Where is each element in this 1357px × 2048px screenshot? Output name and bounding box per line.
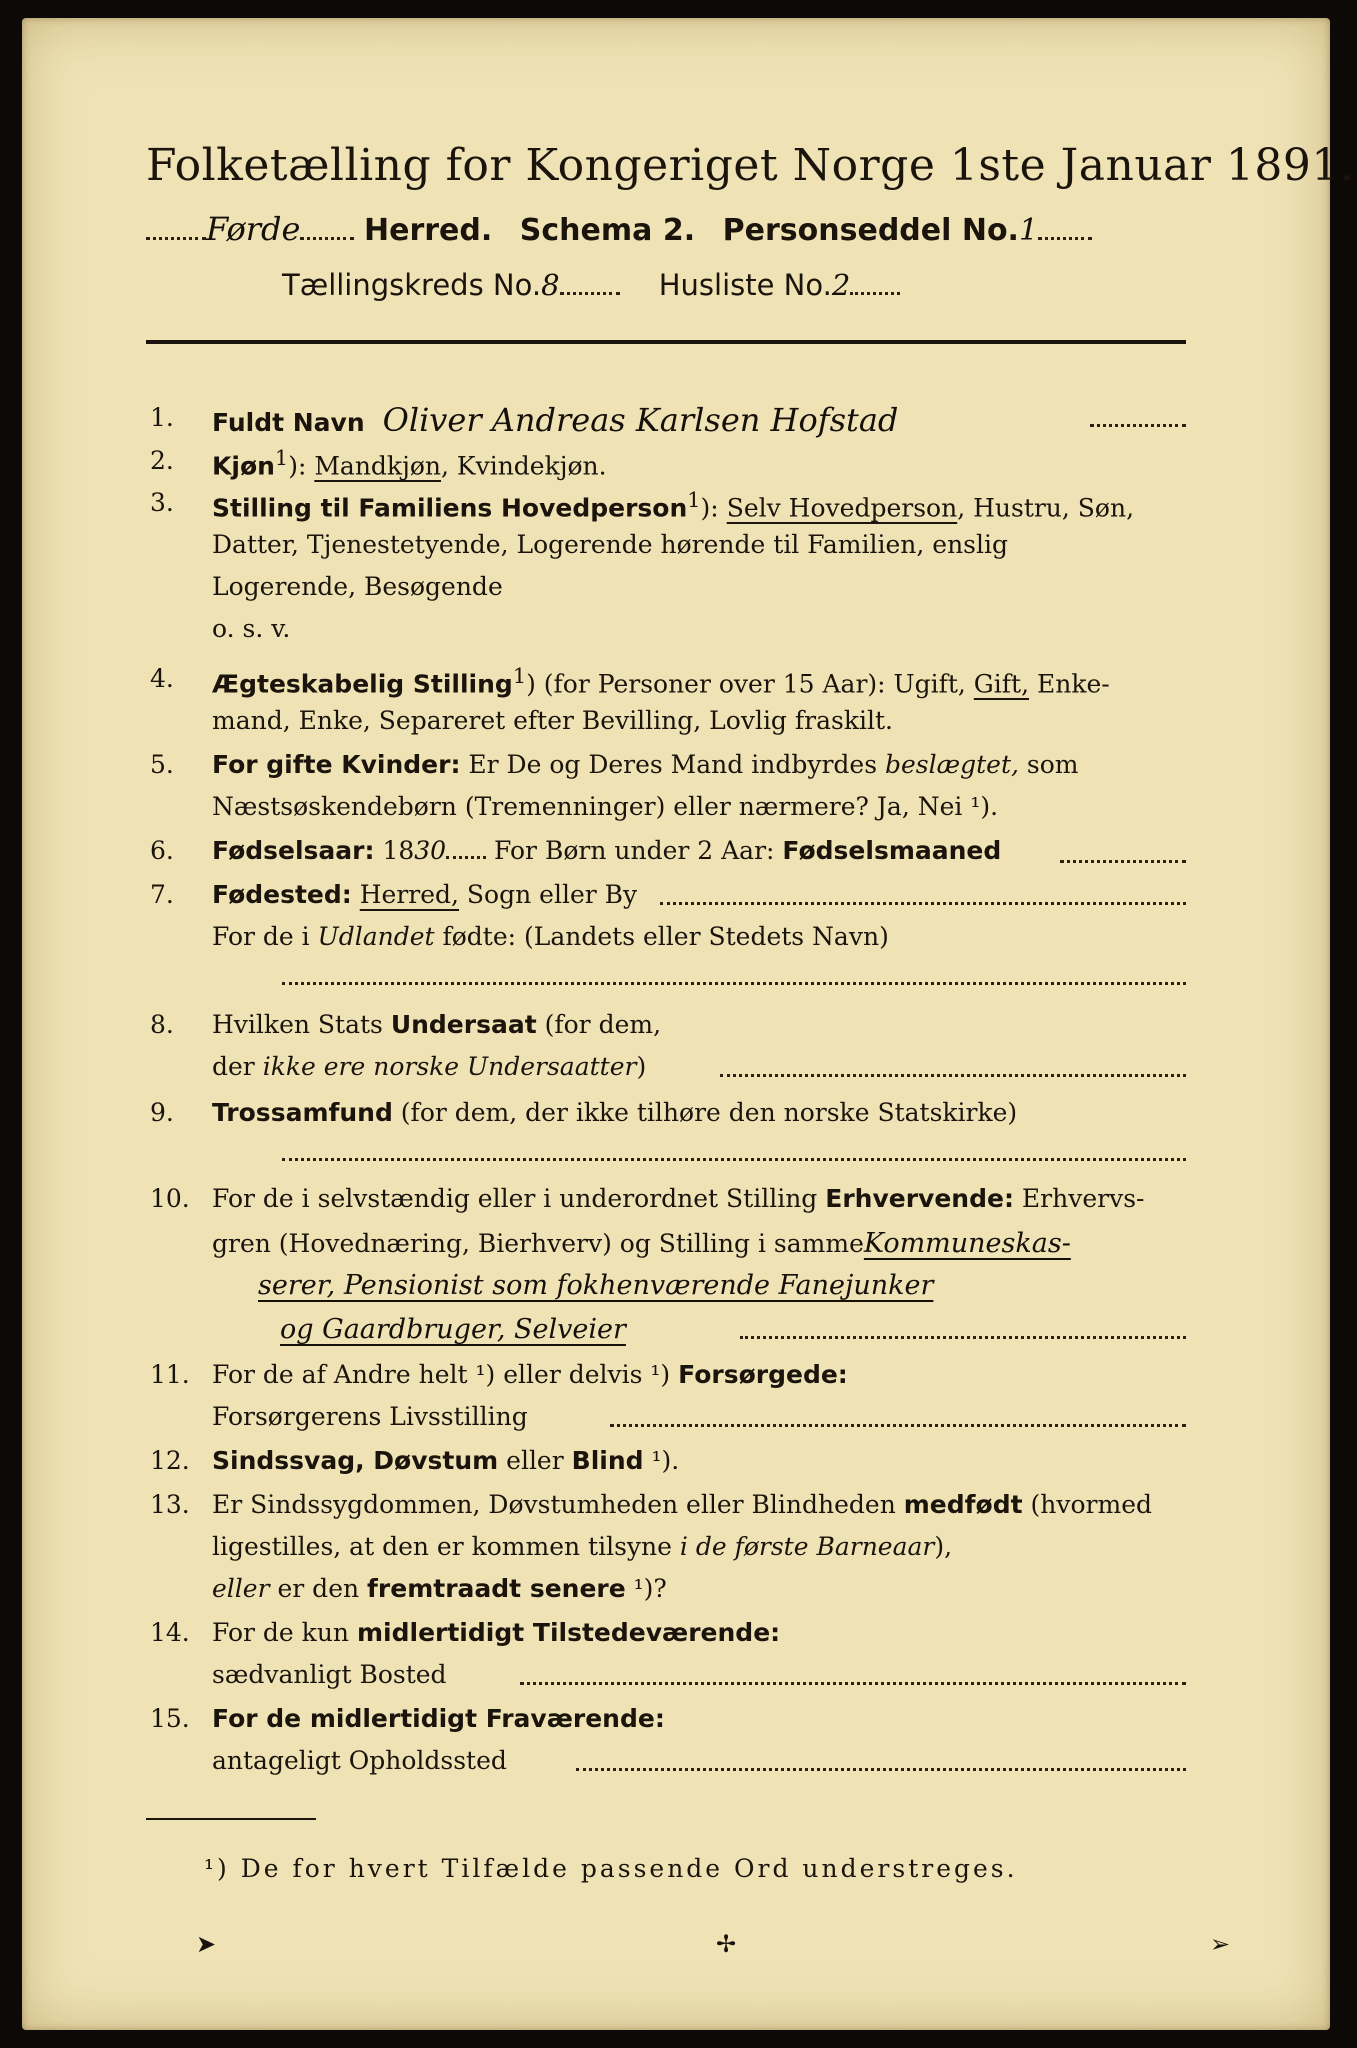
q12-end: ¹). — [643, 1446, 680, 1475]
q7-foreign-emphasis: Udlandet — [317, 922, 435, 951]
q10-line-2 — [212, 1228, 1071, 1259]
q6-year-value[interactable]: 30 — [414, 836, 447, 865]
q4-number: 4. — [150, 664, 174, 693]
header-divider — [146, 340, 1186, 344]
q5-number: 5. — [150, 750, 174, 779]
q3-line-3[interactable]: Logerende, Besøgende — [212, 572, 503, 601]
q8-text-pre: Hvilken Stats — [212, 1010, 391, 1039]
q9-field[interactable] — [282, 1158, 1186, 1161]
q6-line — [212, 836, 1001, 865]
q8-line-1 — [212, 1010, 661, 1039]
ink-mark-icon: ➤ — [196, 1930, 217, 1958]
q6-birth-month-label: Fødselsmaaned — [782, 836, 1002, 865]
q7-label: Fødested: — [212, 880, 352, 909]
q11-provider-label: Forsørgerens Livsstilling — [212, 1402, 528, 1431]
q11-line-1 — [212, 1360, 848, 1389]
q15-label: For de midlertidigt Fraværende: — [212, 1704, 665, 1733]
q9-text: (for dem, der ikke tilhøre den norske Statskirke) — [392, 1098, 1018, 1127]
q5-line-1 — [212, 750, 1079, 779]
personseddel-label: Personseddel No. — [722, 213, 1019, 248]
dotted-leader — [146, 237, 206, 240]
herred-label: Herred. — [363, 213, 493, 248]
q7-foreign-field[interactable] — [282, 982, 1186, 985]
q13-line-3 — [212, 1574, 667, 1603]
q3-line-1 — [212, 488, 1134, 522]
q10-occupation-value-3[interactable]: og Gaardbruger, Selveier — [280, 1314, 626, 1345]
header-line-2 — [282, 268, 900, 302]
header-line-1 — [146, 210, 1092, 248]
personseddel-value[interactable]: 1 — [1018, 213, 1039, 248]
q13-l2-pre: ligestilles, at den er kommen tilsyne — [212, 1532, 680, 1561]
q1-line — [212, 401, 898, 439]
herred-value[interactable]: Førde — [206, 210, 301, 248]
footnote: ¹) De for hvert Tilfælde passende Ord understreges. — [204, 1854, 1018, 1883]
q9-number: 9. — [150, 1098, 174, 1127]
q3-number: 3. — [150, 488, 174, 517]
q4-label: Ægteskabelig Stilling — [212, 669, 513, 699]
q8-line-2 — [212, 1052, 646, 1081]
q4-footnote-ref: 1 — [512, 664, 527, 688]
q5-line-2[interactable]: Næstsøskendebørn (Tremenninger) eller nærmere? Ja, Nei ¹). — [212, 792, 999, 821]
q7-options-rest[interactable]: Sogn eller By — [458, 880, 638, 909]
q4-options-post[interactable]: Enke- — [1029, 669, 1110, 699]
q1-label: Fuldt Navn — [212, 408, 365, 437]
dotted-leader — [850, 292, 900, 295]
q3-footnote-ref: 1 — [687, 488, 701, 512]
q13-l3-mid: er den — [269, 1574, 368, 1603]
q10-occupation-value-2[interactable]: serer, Pensionist som fokhenværende Fanejunker — [258, 1270, 934, 1301]
q8-l2-post: ) — [636, 1052, 647, 1081]
q11-field[interactable] — [610, 1424, 1186, 1427]
q12-text: eller — [498, 1446, 572, 1475]
q8-l2-emphasis: ikke ere norske Undersaatter — [262, 1052, 637, 1081]
q7-line-2 — [212, 922, 889, 951]
q9-label: Trossamfund — [212, 1098, 393, 1127]
q15-number: 15. — [150, 1704, 190, 1733]
q14-residence-label: sædvanligt Bosted — [212, 1660, 447, 1689]
q6-text: For Børn under 2 Aar: — [486, 836, 783, 865]
form-title: Folketælling for Kongeriget Norge 1ste Januar 1891. — [146, 140, 1355, 191]
q13-text-post: (hvormed — [1022, 1490, 1152, 1519]
q3-line-2[interactable]: Datter, Tjenestetyende, Logerende hørende til Familien, enslig — [212, 530, 1009, 559]
q10-number: 10. — [150, 1184, 190, 1213]
q14-line-1 — [212, 1618, 780, 1647]
q8-number: 8. — [150, 1010, 174, 1039]
q4-line-1 — [212, 664, 1110, 698]
q15-location-label: antageligt Opholdssted — [212, 1746, 507, 1775]
q10-text-pre: For de i selvstændig eller i underordnet Stilling — [212, 1184, 826, 1213]
q8-l2-pre: der — [212, 1052, 263, 1081]
q11-label: Forsørgede: — [678, 1360, 848, 1389]
q3-label: Stilling til Familiens Hovedperson — [212, 493, 688, 523]
dotted-leader — [300, 237, 354, 240]
q2-number: 2. — [150, 446, 174, 475]
q7-foreign-pre: For de i — [212, 922, 318, 951]
q11-number: 11. — [150, 1360, 190, 1389]
q3-option-selected[interactable]: Selv Hovedperson — [726, 493, 958, 523]
q13-l2-emphasis: i de første Barneaar — [679, 1532, 935, 1561]
q4-option-selected[interactable]: Gift, — [973, 669, 1030, 699]
q3-separator: ): — [700, 493, 719, 523]
dotted-leader — [740, 1336, 1186, 1339]
q4-options-pre[interactable]: ) (for Personer over 15 Aar): Ugift, — [526, 669, 974, 699]
q5-label: For gifte Kvinder: — [212, 750, 461, 779]
q3-line-4[interactable]: o. s. v. — [212, 614, 291, 643]
q13-l3-end: ¹)? — [625, 1574, 667, 1603]
q2-separator: ): — [288, 451, 307, 481]
q15-line-2 — [212, 1746, 507, 1775]
q14-number: 14. — [150, 1618, 190, 1647]
q10-text-2: gren (Hovednæring, Bierhverv) og Stilling i samme — [212, 1229, 864, 1258]
q6-year-prefix: 18 — [374, 836, 415, 865]
q5-text: Er De og Deres Mand indbyrdes — [460, 750, 885, 779]
q13-l3-label: fremtraadt senere — [367, 1574, 626, 1603]
q5-text-end: som — [1018, 750, 1079, 779]
q9-line — [212, 1098, 1017, 1127]
q2-option-male[interactable]: Mandkjøn — [314, 451, 441, 481]
q4-line-2[interactable]: mand, Enke, Separeret efter Bevilling, Lovlig fraskilt. — [212, 706, 893, 735]
taellingskreds-value[interactable]: 8 — [541, 268, 560, 302]
q14-field[interactable] — [520, 1682, 1186, 1685]
q1-number: 1. — [150, 403, 174, 432]
q8-text-post: (for dem, — [536, 1010, 662, 1039]
q3-options-rest[interactable]: , Hustru, Søn, — [957, 493, 1135, 523]
q2-line: Kjøn$^1$): Mandkjøn, Kvindekjøn. — [212, 446, 607, 481]
husliste-label: Husliste No. — [658, 268, 832, 302]
q7-option-selected[interactable]: Herred, — [359, 880, 459, 909]
q14-label: midlertidigt Tilstedeværende: — [356, 1618, 781, 1647]
taellingskreds-label: Tællingskreds No. — [282, 268, 542, 302]
q7-field[interactable] — [660, 902, 1186, 905]
q6-birth-month-field[interactable] — [1060, 860, 1186, 863]
q13-l2-post: ), — [934, 1532, 953, 1561]
q13-label: medfødt — [903, 1490, 1023, 1519]
q11-line-2 — [212, 1402, 528, 1431]
dotted-leader — [1038, 237, 1092, 240]
q13-number: 13. — [150, 1490, 190, 1519]
q2-label: Kjøn — [212, 451, 275, 481]
q8-field[interactable] — [720, 1074, 1186, 1077]
q8-label: Undersaat — [390, 1010, 537, 1039]
husliste-value[interactable]: 2 — [831, 268, 851, 302]
q7-number: 7. — [150, 880, 174, 909]
q15-field[interactable] — [576, 1768, 1186, 1771]
q13-text-pre: Er Sindssygdommen, Døvstumheden eller Blindheden — [212, 1490, 904, 1519]
dotted-leader — [446, 856, 486, 859]
q13-line-1 — [212, 1490, 1152, 1519]
ink-mark-icon: ✢ — [716, 1930, 737, 1958]
q6-label: Fødselsaar: — [212, 836, 375, 865]
q7-line-1 — [212, 880, 637, 909]
footnote-divider — [146, 1818, 316, 1820]
q6-number: 6. — [150, 836, 174, 865]
q13-line-2 — [212, 1532, 952, 1561]
q12-line — [212, 1446, 679, 1475]
q13-l3-emphasis: eller — [212, 1574, 270, 1603]
q10-line-1 — [212, 1184, 1144, 1213]
q14-line-2 — [212, 1660, 447, 1689]
q11-text-pre: For de af Andre helt ¹) eller delvis ¹) — [212, 1360, 679, 1389]
q12-number: 12. — [150, 1446, 190, 1475]
ink-mark-icon: ➢ — [1210, 1930, 1231, 1958]
q12-label: Sindssvag, Døvstum — [212, 1446, 499, 1475]
q15-line-1 — [212, 1704, 665, 1733]
q5-emphasis: beslægtet, — [885, 750, 1019, 779]
q2-option-female[interactable]: Kvindekjøn. — [456, 451, 607, 481]
q12-label-2: Blind — [571, 1446, 644, 1475]
q2-footnote-ref: 1 — [274, 446, 289, 470]
q14-text-pre: For de kun — [212, 1618, 357, 1647]
q10-occupation-value-1[interactable]: Kommuneskas- — [863, 1228, 1071, 1259]
schema-label: Schema 2. — [519, 213, 696, 248]
q1-name-value[interactable]: Oliver Andreas Karlsen Hofstad — [382, 401, 899, 439]
dotted-leader — [560, 292, 620, 295]
q10-label: Erhvervende: — [825, 1184, 1014, 1213]
q10-text-post: Erhvervs- — [1013, 1184, 1145, 1213]
dotted-leader — [1090, 424, 1186, 427]
q7-foreign-post: fødte: (Landets eller Stedets Navn) — [434, 922, 889, 951]
